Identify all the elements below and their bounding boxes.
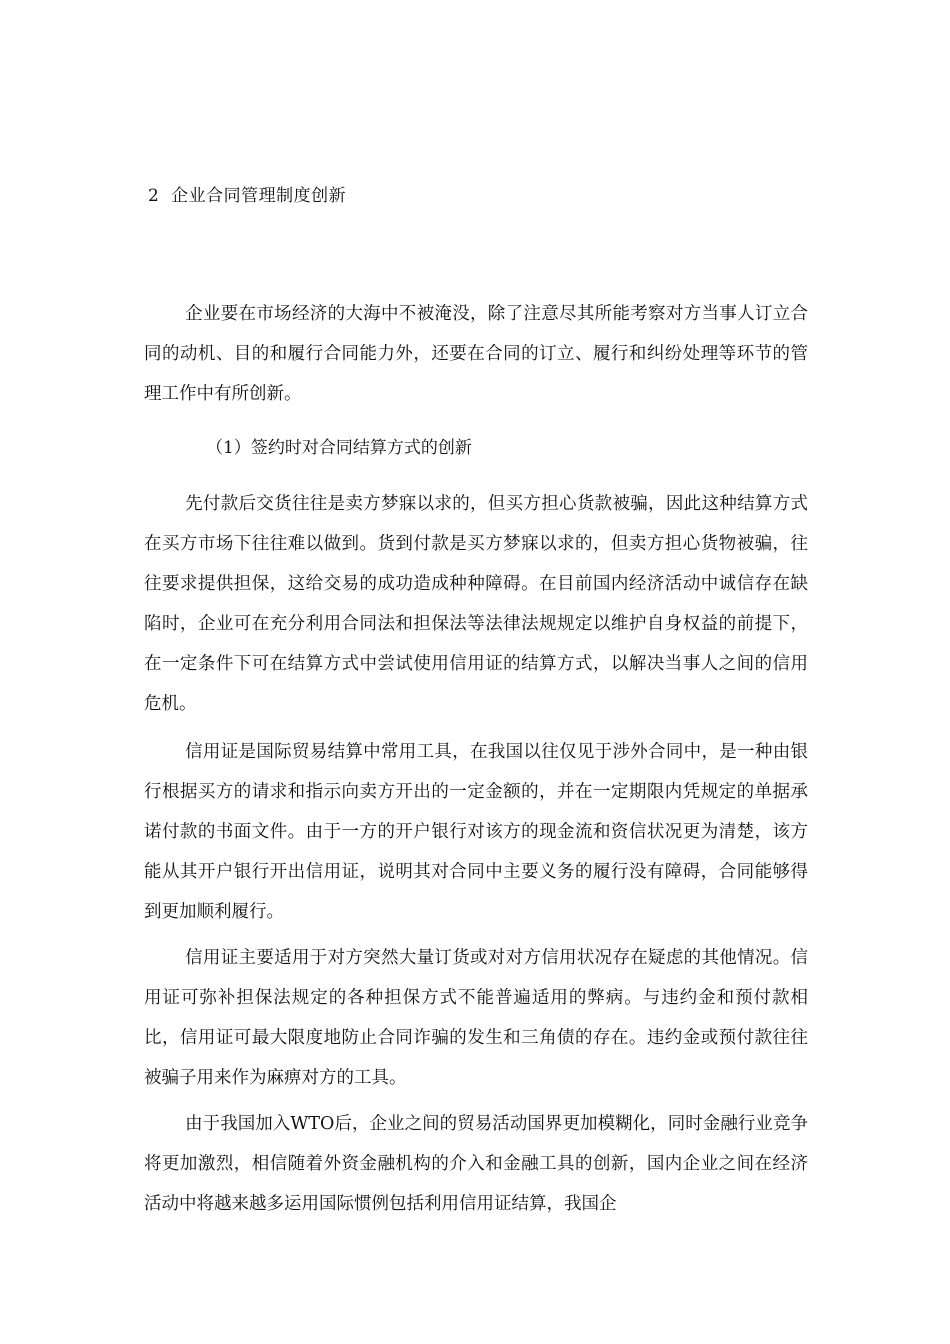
subsection-heading: （1）签约时对合同结算方式的创新	[206, 438, 472, 458]
section-number: 2	[148, 186, 160, 206]
paragraph-settlement-method: 先付款后交货往往是卖方梦寐以求的，但买方担心货款被骗，因此这种结算方式在买方市场下往往难以做到。货到付款是买方梦寐以求的，但卖方担心货物被骗，往往要求提供担保，这给交易的成功造成种种障碍。在目前国内经济活动中诚信存在缺陷时，企业可在充分利用合同法和担保法等法律法规规定以维护自身权益的前提下，在一定条件下可在结算方式中尝试使用信用证的结算方式，以解决当事人之间的信用危机。	[144, 494, 808, 714]
paragraph-wto: 由于我国加入WTO后，企业之间的贸易活动国界更加模糊化，同时金融行业竞争将更加激烈，相信随着外资金融机构的介入和金融工具的创新，国内企业之间在经济活动中将越来越多运用国际惯例包括利用信用证结算，我国企	[144, 1114, 808, 1214]
paragraph-letter-of-credit-usage: 信用证主要适用于对方突然大量订货或对对方信用状况存在疑虑的其他情况。信用证可弥补担保法规定的各种担保方式不能普遍适用的弊病。与违约金和预付款相比，信用证可最大限度地防止合同诈骗的发生和三角债的存在。违约金或预付款往往被骗子用来作为麻痹对方的工具。	[144, 948, 808, 1088]
section-heading	[148, 184, 346, 208]
intro-paragraph: 企业要在市场经济的大海中不被淹没，除了注意尽其所能考察对方当事人订立合同的动机、目的和履行合同能力外，还要在合同的订立、履行和纠纷处理等环节的管理工作中有所创新。	[144, 304, 808, 404]
paragraph-letter-of-credit-definition: 信用证是国际贸易结算中常用工具，在我国以往仅见于涉外合同中，是一种由银行根据买方的请求和指示向卖方开出的一定金额的，并在一定期限内凭规定的单据承诺付款的书面文件。由于一方的开户银行对该方的现金流和资信状况更为清楚，该方能从其开户银行开出信用证，说明其对合同中主要义务的履行没有障碍，合同能够得到更加顺利履行。	[144, 742, 808, 922]
section-title: 企业合同管理制度创新	[171, 186, 347, 206]
